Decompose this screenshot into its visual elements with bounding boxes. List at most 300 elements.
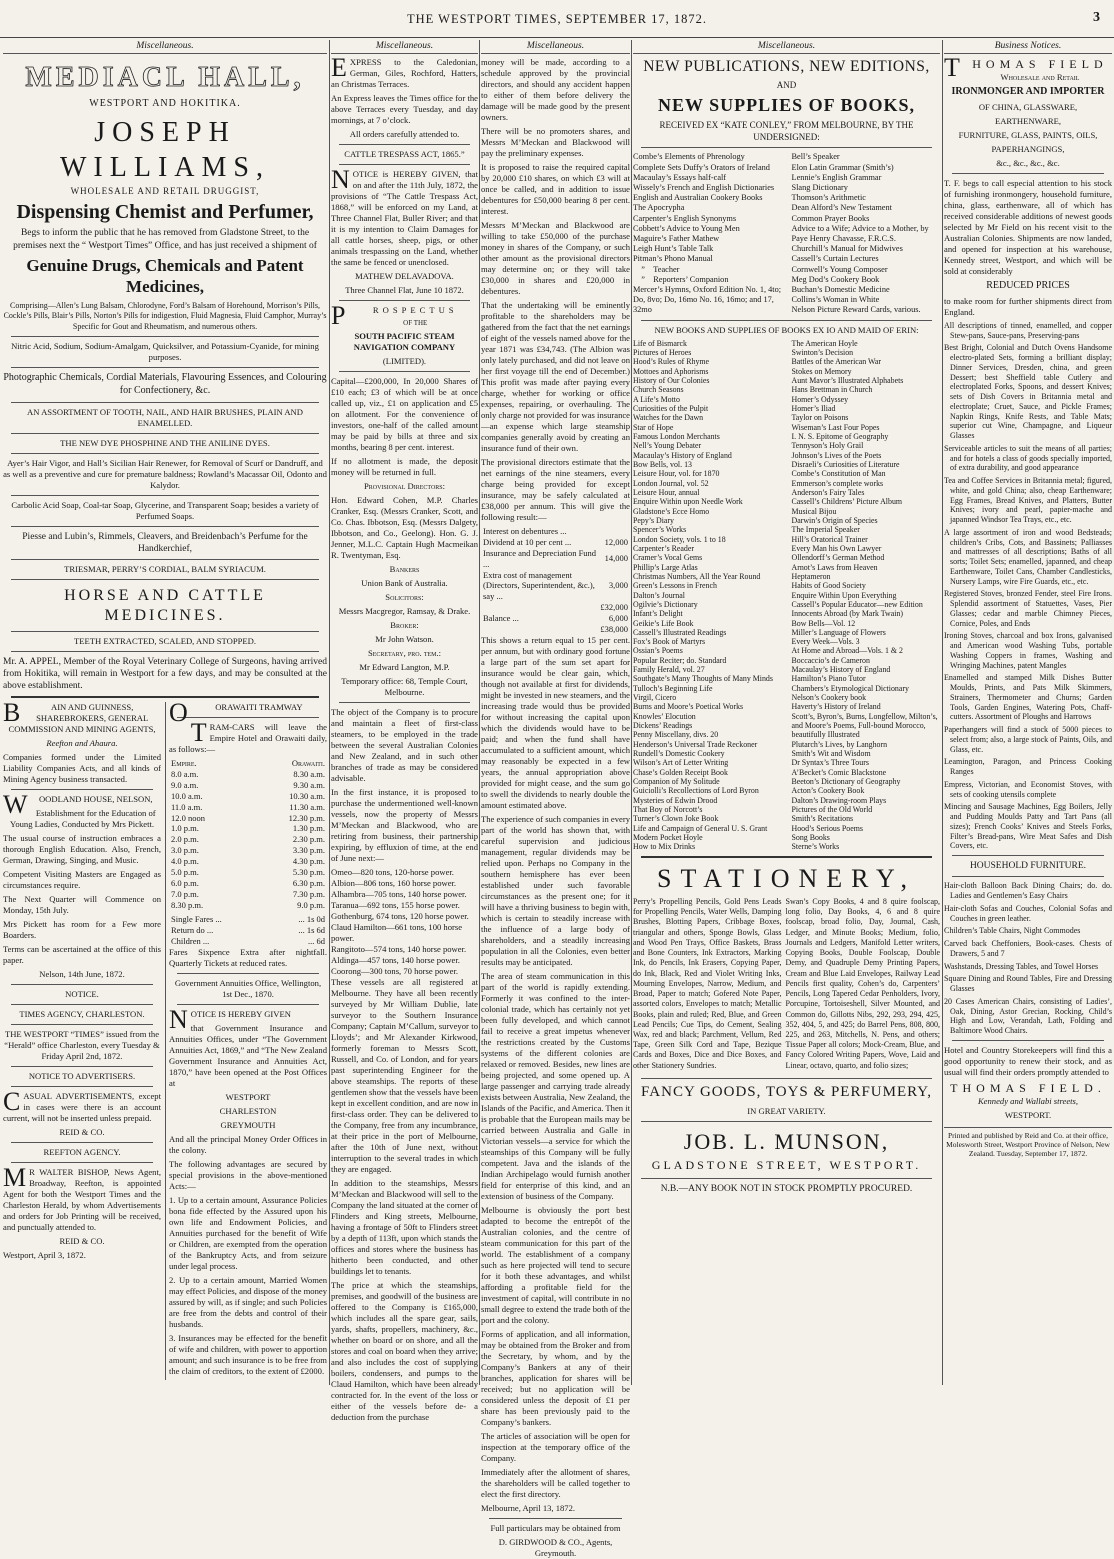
express-p3: All orders carefully attended to. xyxy=(349,129,460,139)
directors-heading: Provisional Directors: xyxy=(363,480,446,491)
book-item: A’Becket’s Comic Blackstone xyxy=(791,767,887,777)
book-item: Burns and Moore’s Poetical Works xyxy=(633,702,744,712)
finance-cell: Insurance and Depreciation Fund ... xyxy=(483,547,597,569)
book-item: Ollendorff’s German Method xyxy=(791,553,885,563)
tram-row xyxy=(169,889,327,900)
book-item: Pitman’s Phono Manual xyxy=(633,254,713,264)
book-item: Buchan’s Domestic Medicine xyxy=(791,285,890,295)
bain-body: Companies formed under the Limited Liability Companies Acts, and all kinds of Mining Agency business transacted. xyxy=(3,752,161,785)
hotel-text: Hotel and Country Storekeepers will find this a good opportunity to renew their stock, and as usual will find their orders promptly attended to xyxy=(944,1044,1112,1077)
vessel-item: Alhambra—705 tons, 140 horse power. xyxy=(331,888,467,899)
tram-time: 12.30 p.m. xyxy=(288,812,325,823)
girdwood: D. GIRDWOOD & CO., Agents, Greymouth. xyxy=(498,1536,613,1558)
new-publications-title: NEW PUBLICATIONS, NEW EDITIONS, xyxy=(643,58,930,75)
dispensing-title: Dispensing Chemist and Perfumer, xyxy=(16,200,314,223)
secretary: Mr Edward Langton, M.P. xyxy=(359,661,450,672)
piesse-text: Piesse and Lubin’s, Rimmels, Cleavers, and Breidenbach’s Perfume for the Handkerchief, xyxy=(22,531,308,554)
finance-row xyxy=(481,570,630,603)
brushes-text: AN ASSORTMENT OF TOOTH, NAIL, AND HAIR BRUSHES, PLAIN AND ENAMELLED. xyxy=(27,406,303,428)
book-item: Mercer’s Hymns, Oxford Edition No. 1, 4to; Do, 8vo; Do, 16mo No. 16, 16mo; and 17, 32mo xyxy=(633,285,782,315)
book-item: Green’s Lessons in French xyxy=(633,581,717,591)
book-item: Beeton’s Dictionary of Geography xyxy=(791,777,901,787)
tf-item: Empress, Victorian, and Economist Stoves, with sets of cooking utensils complete xyxy=(944,779,1112,799)
tf-sub: Wholesale and Retail xyxy=(1000,72,1080,83)
finance-cell: £38,000 xyxy=(600,623,628,634)
begs-text: Begs to inform the public that he has removed from Gladstone Street, to the premises next the “ Westport Times” Office, and has just received a shipment of xyxy=(13,228,317,251)
finance-table xyxy=(481,526,630,635)
book-item: Wiseman’s Last Four Popes xyxy=(791,422,880,432)
book-item: The American Hoyle xyxy=(791,338,858,348)
book-item: Modern Pocket Hoyle xyxy=(633,833,703,843)
column-rule xyxy=(631,40,632,1385)
cattle-sig: MATHEW DELAVADOVA. xyxy=(355,271,454,281)
column-4 xyxy=(633,40,940,1385)
tram-time: 11.30 a.m. xyxy=(289,801,325,812)
tram-time: 2.30 p.m. xyxy=(292,834,325,845)
book-item: Swinton’s Decision xyxy=(791,347,854,357)
finance-cell: 6,000 xyxy=(608,613,628,623)
book-item: Anderson’s Fairy Tales xyxy=(791,487,865,497)
book-item: Cassell’s Childrens’ Picture Album xyxy=(791,497,903,507)
tram-time: 5.0 p.m. xyxy=(171,866,199,877)
tf-item: Tea and Coffee Services in Britannia metal; figured, white, and gold China; also, cheap Earthenware; Egg Frames, Bread Knives, and Platters, Butter Knives; ivory and pearl, papier-mache and japanned Windsor Tea Trays, etc., etc. xyxy=(944,476,1112,525)
book-item: Macaulay’s Essays half-calf xyxy=(633,172,727,182)
book-item: Disraeli’s Curiosities of Literature xyxy=(791,459,900,469)
book-item: Macaulay’s History of England xyxy=(633,450,732,460)
bishop-body: M R WALTER BISHOP, News Agent, Broadway, Reefton, is appointed Agent for both the Westport Times and the Charleston Herald, by whom Advertisements and orders for Job Printing will be received, and punctually attended to. xyxy=(3,1163,161,1233)
photo-text: Photographic Chemicals, Cordial Materials, Flavouring Essences, and Colouring for Confectionery, &c. xyxy=(3,371,327,396)
book-item: Dalton’s Drawing-room Plays xyxy=(791,795,887,805)
book-item: Fox’s Book of Martyrs xyxy=(633,637,706,647)
full-particulars: Full particulars may be obtained from xyxy=(490,1522,621,1533)
book-item: Life of Bismarck xyxy=(633,338,687,348)
tram-time: 11.0 a.m. xyxy=(171,801,203,812)
tram-row xyxy=(169,845,327,856)
advertisers-body: CASUAL ADVERTISEMENTS, except in cases were there is an account current, will not be inserted unless prepaid. xyxy=(3,1087,161,1124)
book-item: Every Man his Own Lawyer xyxy=(791,543,882,553)
tram-row xyxy=(169,856,327,867)
column-header: Miscellaneous. xyxy=(481,40,630,54)
household-item: 20 Cases American Chairs, consisting of Ladies’, Oak, Dining, Astor Grecian, Rocking, Child’s High and Low, Verandah, Lath, Folding and Baltimore Wood Chairs. xyxy=(944,996,1112,1036)
tram-time: 6.0 p.m. xyxy=(171,877,199,888)
book-item: Family Herald, vol. 27 xyxy=(633,665,705,675)
book-item: Smith’s Recitations xyxy=(791,814,854,824)
book-item: Slang Dictionary xyxy=(791,183,848,193)
book-item: Ossian’s Poems xyxy=(633,646,683,656)
tram-row xyxy=(169,867,327,878)
tram-row xyxy=(169,813,327,824)
book-item: ” Teacher xyxy=(633,264,680,274)
druggist-sub: WHOLESALE AND RETAIL DRUGGIST, xyxy=(70,186,260,197)
page-number: 3 xyxy=(1093,10,1100,25)
reefton-heading: REEFTON AGENCY. xyxy=(43,1147,121,1158)
book-item: Hood’s Rules of Rhyme xyxy=(633,357,710,367)
book-item: Aunt Mavor’s Illustrated Alphabets xyxy=(791,375,904,385)
secretary-heading: Secretary, pro. tem.: xyxy=(367,647,442,658)
book-item: Sterne’s Works xyxy=(791,842,840,852)
tram-time: 9.0 p.m. xyxy=(297,899,325,910)
prospectus-p8: The experience of such companies in every part of the world has shown that, with careful supervision and judicious management, regular dividends may be relied upon. Perhaps no Company in the southern hemisphere has ever been established under such favorable circumstances as the present one; for it will have a thriving business to begin with, which is certain to steadily increase with the influence of a large body of shareholders, and a steadily increasing population in all the Colonies, even better results may be anticipated. xyxy=(481,813,630,967)
column-2 xyxy=(331,40,479,1422)
book-item: Penny Miscellany, divs. 20 xyxy=(633,730,719,740)
np2-heading: NEW BOOKS AND SUPPLIES OF BOOKS EX IO AND MAID OF ERIN: xyxy=(654,324,919,335)
solicitors: Messrs Macgregor, Ramsay, & Drake. xyxy=(338,605,471,616)
nb-text: N.B.—ANY BOOK NOT IN STOCK PROMPTLY PROCURED. xyxy=(660,1183,913,1194)
tf-etc: &c., &c., &c., &c. xyxy=(996,158,1060,169)
tf-town: WESTPORT. xyxy=(1004,1110,1052,1121)
column-rule xyxy=(942,40,943,1385)
vessel-item: Aldinga—457 tons, 140 horse power. xyxy=(331,954,460,965)
prospectus-p5: That the undertaking will be eminently profitable to the shareholders may be gathered from the fact that the net earnings of eight of the vessels named above for the year 1871 was £34,743. (The Albion was only lately purchased, and did not leave on her first voyage till the end of December.) This profit was made after paying every charge, whether for working or office expenses, repairing, or overhauling. The only charge not provided for was insurance—an expense which large steamship companies generally avoid by creating an insurance fund of their own. xyxy=(481,300,630,453)
finance-cell: 14,000 xyxy=(604,553,628,564)
prospectus-heading: P ROSPECTUS xyxy=(331,301,458,330)
book-item: Elon Latin Grammar (Smith’s) xyxy=(791,162,894,172)
column-header: Miscellaneous. xyxy=(3,40,327,54)
prospectus-p10: Melbourne is obviously the port best adapted to become the entrepôt of the Australian colonies, and the centre of steam communication for this part of the world. The establishment of a company such as here projected will tend to secure for it both these advantages, and whilst affording a profitable field for the investment of capital, will contribute in no small degree to extend the trade both of the port and the colony. xyxy=(481,1204,630,1325)
finance-row xyxy=(481,613,630,624)
westport-times-line: THE WESTPORT “TIMES” issued from the “Herald” office Charleston, every Tuesday & Friday April 2nd, 1872. xyxy=(4,1029,160,1062)
vessel-item: Coorong—300 tons, 70 horse power. xyxy=(331,965,458,976)
book-item: Geikie’s Life Book xyxy=(633,618,694,628)
book-item: Complete Sets Duffy’s Orators of Ireland xyxy=(633,162,770,172)
book-item: Leigh Hunt’s Table Talk xyxy=(633,244,714,254)
household-item: Washstands, Dressing Tables, and Towel Horses xyxy=(944,961,1099,971)
tf-earthenware: EARTHENWARE, xyxy=(994,116,1062,127)
triesmar-text: TRIESMAR, PERRY’S CORDIAL, BALM SYRIACUM. xyxy=(64,563,266,574)
vessel-list xyxy=(331,867,478,977)
tf-item: A large assortment of iron and wood Bedsteads; children’s Cribs, Cots, and Bassinets; Palliasses and mattresses of all descriptions; Baths of all sorts; Toilet Sets; enamelled, japanned, and cheap Earthenware, Toilet Cans, Chamber Candlesticks, Nursery Lamps, wire Fire Guards, etc., etc. xyxy=(944,527,1112,586)
solicitors-heading: Solicitors: xyxy=(385,591,424,602)
prospectus-p6: The provisional directors estimate that the net earnings of the nine steamers, every charge being provided for except insurance, may be safely calculated at £38,000 per annum. This will give the following result:— xyxy=(481,457,630,522)
book-item: Wissely’s French and English Dictionaries xyxy=(633,183,775,193)
tram-col-header: Empire. xyxy=(171,758,197,769)
woodland-body: Establishment for the Education of Young Ladies, Conducted by Mrs Pickett. xyxy=(9,808,156,830)
book-item: Dr Syntax’s Three Tours xyxy=(791,758,869,768)
teeth-text: TEETH EXTRACTED, SCALED, AND STOPPED. xyxy=(74,635,256,646)
book-item: Heptameron xyxy=(791,571,831,581)
vessel-item: Albion—806 tons, 160 horse power. xyxy=(331,877,457,888)
tf-item: Leamington, Paragon, and Princess Cooking Ranges xyxy=(944,757,1112,777)
woodland-p4: The Next Quarter will Commence on Monday, 15th July. xyxy=(3,894,161,916)
tram-time: 7.30 p.m. xyxy=(292,888,325,899)
book-item: Song Books xyxy=(791,833,830,843)
book-item: Darwin’s Origin of Species xyxy=(791,515,878,525)
instance-text: In the first instance, it is proposed to purchase the undermentioned well-known vessels, now the property of Messrs M’Meckan and Blackwood, who are retiring from business, their partnership expiring, by effluxion of time, at the end of June next:— xyxy=(331,786,478,863)
book-item: Henderson’s Universal Trade Reckoner xyxy=(633,739,758,749)
tf-ironmonger: IRONMONGER AND IMPORTER xyxy=(951,86,1105,98)
reduced-prices: REDUCED PRICES xyxy=(986,280,1070,292)
book-item: Bow Bells—Vol. 12 xyxy=(791,618,856,628)
masthead xyxy=(0,0,1114,38)
column-1 xyxy=(3,40,327,1385)
book-item: Tennyson’s Holy Grail xyxy=(791,441,864,451)
directors-list: Hon. Edward Cohen, M.P. Charles Cranker, Esq. (Messrs Cranker, Scott, and Co. Chas. Ibbotson, Esq. (Messrs Dalgety, Ibbotson, and Co., Geelong). Hon. G. J. Jenner, M.L.C. Captain Hugh Macmeikan R. Twentyman, Esq. xyxy=(331,494,478,560)
ayer-text: Ayer’s Hair Vigor, and Hall’s Sicilian Hair Renewer, for Removal of Scurf or Dandruff, and as well as a preventive and cure for premature baldness; Rowland’s Macassar Oil, Odonto and Kalydor. xyxy=(3,457,327,490)
book-item: Nelson Picture Reward Cards, various. xyxy=(791,305,921,315)
household-item: Hair-cloth Sofas and Couches, Colonial Sofas and Couches in green leather. xyxy=(944,903,1112,923)
book-item: Innocents Abroad (by Mark Twain) xyxy=(791,609,903,619)
tf-address: Kennedy and Wallabi streets, xyxy=(977,1096,1079,1107)
gov-item: 2. Up to a certain amount, Married Women may effect Policies, and dispose of the money assured by will, as if single; and such Policies are free from the debts and control of their husbands. xyxy=(169,1275,327,1330)
tram-time: 12.0 noon xyxy=(171,812,205,823)
tramway-title: O ORAWAITI TRAMWAY xyxy=(169,698,303,728)
book-item: London Society, vols. 1 to 18 xyxy=(633,534,726,544)
book-item: Gladstone’s Ecce Homo xyxy=(633,506,710,516)
prospectus-limited: (LIMITED). xyxy=(382,355,427,366)
book-item: Carpenter’s English Synonyms xyxy=(633,213,737,223)
finance-cell: Interest on debentures ... xyxy=(483,526,567,536)
book-item: That Boy of Norcott’s xyxy=(633,805,703,815)
book-item: Star of Hope xyxy=(633,422,674,432)
book-item: Knowles’ Elocution xyxy=(633,711,696,721)
bishop-date: Westport, April 3, 1872. xyxy=(3,1250,86,1261)
tram-time: 1.30 p.m. xyxy=(292,823,325,834)
fare-row xyxy=(169,936,327,947)
vessel-item: Rangitoto—574 tons, 140 horse power. xyxy=(331,943,467,954)
tram-row xyxy=(169,802,327,813)
fare-cell: ... 6d xyxy=(308,936,325,947)
book-item: Mottoes and Aphorisms xyxy=(633,366,709,376)
book-item: Miller’s Language of Flowers xyxy=(791,627,886,637)
fare-cell: Single Fares ... xyxy=(171,914,222,925)
allotment-text: If no allotment is made, the deposit money will be returned in full. xyxy=(331,455,478,477)
book-item: Johnson’s Lives of the Poets xyxy=(791,450,882,460)
book-item: Dickens’ Readings xyxy=(633,721,693,731)
new-supplies-title: NEW SUPPLIES OF BOOKS, xyxy=(657,95,916,116)
book-item: Pictures of the Old World xyxy=(791,805,873,815)
book-item: Leisure Hour, annual xyxy=(633,487,700,497)
received-text: RECEIVED EX “KATE CONLEY,” FROM MELBOURNE, BY THE UNDERSIGNED: xyxy=(659,120,914,142)
column-rule xyxy=(329,40,330,1385)
book-item: Christmas Numbers, All the Year Round xyxy=(633,571,761,581)
household-item: Children’s Table Chairs, Night Commodes xyxy=(944,926,1081,936)
book-item: Life and Campaign of General U. S. Grant xyxy=(633,823,768,833)
book-item: Every Week—Vols. 3 xyxy=(791,637,860,647)
tram-time: 10.30 a.m. xyxy=(289,790,325,801)
book-item: Cassell’s Popular Educator—new Edition xyxy=(791,599,923,609)
book-item: Curiosities of the Pulpit xyxy=(633,403,709,413)
book-item: Mysteries of Edwin Drood xyxy=(633,795,718,805)
gov-p2: And all the principal Money Order Offices in the colony. xyxy=(169,1134,327,1156)
book-item: I. N. S. Epitome of Geography xyxy=(791,431,889,441)
dye-text: THE NEW DYE PHOSPHINE AND THE ANILINE DYES. xyxy=(60,437,270,448)
woodland-p2: The usual course of instruction embraces a thorough English Education. Also, French, German, Drawing, Singing, and Music. xyxy=(3,833,161,866)
vessels-p: These vessels are all registered at Melbourne. They have all been recently surveyed by Mr William Dublie, late surveyor to the Southern Insurance Company; Captain M’Callum, surveyor to Lloyds’; and Mr Alexander Kirkwood, formerly foreman to Messrs Scott, Russell, and Co. of London, and for years past superintending Engineer for the above steamships. The reports of these gentlemen show that the vessels have been kept in excellent condition, and are now in first-class order. They can be delivered to the Company, free from any incumbrance, at their price in the port of Melbourne, after the 10th of June next, without interruption to the several trades in which they are engaged. xyxy=(331,976,479,1174)
times-agency-heading: TIMES AGENCY, CHARLESTON. xyxy=(19,1009,145,1020)
tf-item: Ironing Stoves, charcoal and box Irons, galvanised and American wood Washing Tubs, portable Washing Coppers in frames, Washing and Wringing Machines, patent Mangles xyxy=(944,631,1112,670)
finance-cell: £32,000 xyxy=(600,602,628,613)
finance-row xyxy=(481,526,630,537)
book-item: Church Seasons xyxy=(633,385,684,395)
nitric-text: Nitric Acid, Sodium, Sodium-Amalgam, Quicksilver, and Potassium-Cyanide, for mining purposes. xyxy=(11,340,319,362)
vessels-p2: In addition to the steamships, Messrs M’Meckan and Blackwood will sell to the Company the land situated at the corner of Flinders and King streets, Melbourne, having a frontage of 50ft to Flinders street by a depth of 113ft, upon which stands the offices and stores where the business has hitherto been conducted, and other buildings let to tenants. xyxy=(331,1177,478,1276)
tram-time: 5.30 p.m. xyxy=(292,866,325,877)
prospectus-p13: Immediately after the allotment of shares, the shareholders will be called together to elect the first directory. xyxy=(481,1466,630,1499)
book-item: Wilson’s Art of Letter Writing xyxy=(633,758,729,768)
gladstone-street: GLADSTONE STREET, WESTPORT. xyxy=(651,1158,922,1173)
tram-row xyxy=(169,900,327,911)
book-item: London Journal, vol. 52 xyxy=(633,478,709,488)
tram-time: 4.0 p.m. xyxy=(171,856,199,867)
book-item: How to Mix Drinks xyxy=(633,842,696,852)
vessel-item: Claud Hamilton—661 tons, 100 horse power. xyxy=(331,921,463,943)
variety-text: IN GREAT VARIETY. xyxy=(747,1106,826,1117)
book-item: Acton’s Cookery Book xyxy=(791,786,865,796)
book-item: Dean Alford’s New Testament xyxy=(791,203,892,213)
vessel-item: Taranua—692 tons, 155 horse power. xyxy=(331,899,460,910)
woodland-date: Nelson, 14th June, 1872. xyxy=(39,969,125,980)
book-item: Southgate’s Many Thoughts of Many Minds xyxy=(633,674,773,684)
tram-time: 7.0 p.m. xyxy=(171,888,199,899)
tf-item: Enamelled and stamped Milk Dishes Butter Moulds, Prints, and Pats Milk Skimmers, Strainers, Thermometer and Churns; Garden Tools, Garden Engines, Watering Pots, Chaff-cutters. Assortment of Ploughs and Harrows xyxy=(944,673,1112,722)
tram-row xyxy=(169,791,327,802)
book-item: Popular Reciter; do. Standard xyxy=(633,655,727,665)
appel-text: Mr. A. APPEL, Member of the Royal Veterinary College of Surgeons, having arrived from Hokitika, will remain in Westport for a few days, and may be consulted at the above establishment. xyxy=(3,656,327,692)
book-item: Maguire’s Father Mathew xyxy=(633,234,720,244)
woodland-p6: Terms can be ascertained at the office of this paper. xyxy=(3,944,161,966)
col1-lower-left xyxy=(3,698,161,1380)
book-item: Enquire Within Upon Everything xyxy=(791,590,897,600)
woodland-p3: Competent Visiting Masters are Engaged as circumstances require. xyxy=(3,869,161,891)
tf-items xyxy=(944,321,1112,851)
book-item: Habits of Good Society xyxy=(791,581,866,591)
finance-cell xyxy=(481,602,598,613)
book-item: Chambers’s Etymological Dictionary xyxy=(791,683,909,693)
finance-row xyxy=(481,624,630,635)
tram-time: 1.0 p.m. xyxy=(171,823,199,834)
book-item: Hamilton’s Piano Tutor xyxy=(791,674,866,684)
stationery-lists xyxy=(633,897,940,1074)
tram-time: 4.30 p.m. xyxy=(292,856,325,867)
book-item: Bell’s Speaker xyxy=(791,152,840,162)
book-item: Nelson’s Cookery book xyxy=(791,693,867,703)
vessel-item: Gothenburg, 674 tons, 120 horse power. xyxy=(331,910,469,921)
prospectus-p3: It is proposed to raise the required capital by 20,000 £10 shares, on which £3 will at once be called, and in addition to issue debentures for £50,000 bearing 8 per cent. interest. xyxy=(481,162,630,216)
column-rule xyxy=(479,40,480,1385)
gov-item: 1. Up to a certain amount, Assurance Policies bona fide effected by the Assured upon his own life and Endowment Policies, and Annuities purchased for the benefit of Wife or Children, are exempted from the operation of the Bankruptcy Acts, and from seizure under legal process. xyxy=(169,1195,327,1272)
book-item: Churchill’s Manual for Midwives xyxy=(791,244,903,254)
prospectus-company: SOUTH PACIFIC STEAM NAVIGATION COMPANY xyxy=(353,330,456,352)
book-item: Carpenter’s Reader xyxy=(633,543,694,553)
vessels-p3: The price at which the steamships, premises, and goodwill of the business are offered to the Company is £165,000, which includes all the spare gear, sails, yards, shafts, propellers, machinery, &c., whether on board or on shore, and all the stores and coal on board when they arrive; and also includes the cost of supplying boilers, condensers, and pumps to the Claud Hamilton, which have been already contracted for. In the event of the loss or either of the vessels before de- a deduction from the purchase xyxy=(331,1279,478,1422)
tram-col-header: Orawaiti. xyxy=(291,758,325,769)
fares-table xyxy=(169,914,327,947)
column-3 xyxy=(481,40,630,1558)
gov-heading: NOTICE IS HEREBY GIVEN xyxy=(169,1005,291,1035)
book-item: Homer’s Odyssey xyxy=(791,394,849,404)
book-item: Taylor on Poisons xyxy=(791,413,849,423)
notice-heading: NOTICE. xyxy=(65,989,99,1000)
bain-location: Reefton and Ahaura. xyxy=(46,738,118,749)
comprising-text: Comprising—Allen’s Lung Balsam, Chlorodyne, Ford’s Balsam of Horehound, Morrison’s Pills, Cockle’s Pills, Blair’s Pills, Norton’s Pills for indigestion, Fluid Magnesia, Fluid Camphor, Murray’s Specific for Gout and Rheumatism, and numerous others. xyxy=(3,301,327,331)
book-item: Phillip’s Large Atlas xyxy=(633,562,698,572)
fare-cell: Return do ... xyxy=(171,925,214,936)
tf-of: OF CHINA, GLASSWARE, xyxy=(978,102,1078,113)
tram-time: 6.30 p.m. xyxy=(292,877,325,888)
book-list-2 xyxy=(633,339,940,852)
book-item: Companion of My Solitude xyxy=(633,777,720,787)
tram-time: 2.0 p.m. xyxy=(171,834,199,845)
column-5 xyxy=(944,40,1112,1385)
temp-office: Temporary office: 68, Temple Court, Melbourne. xyxy=(341,675,468,697)
express-text: EXPRESS to the Caledonian, German, Giles, Rochford, Hatters, an Christmas Terraces. xyxy=(331,53,478,89)
book-item: The Imperial Speaker xyxy=(791,525,860,535)
bankers-heading: Bankers xyxy=(389,563,420,574)
book-item: Leisure Hour, vol. for 1870 xyxy=(633,469,720,479)
tram-time: 9.0 a.m. xyxy=(171,779,199,790)
book-item: Common Prayer Books xyxy=(791,213,870,223)
fare-cell: ... 1s 0d xyxy=(298,914,325,925)
munson-title: JOB. L. MUNSON, xyxy=(683,1129,890,1155)
woodland-title: W OODLAND HOUSE, NELSON, xyxy=(3,790,153,820)
thomas-field-title: THOMAS FIELD xyxy=(944,53,1108,82)
gov-p3: The following advantages are secured by special provisions in the above-mentioned Acts:— xyxy=(169,1159,327,1192)
household-item: Carved back Cheffoniers, Book-cases. Chests of Drawers, 5 and 7 xyxy=(944,939,1112,958)
gov-body: that Government Insurance and Annuities Offices, under “The Government Annuities Act, 1869,” and “The New Zealand Government Insurance and Annuities Act, 1870,” have been opened at the Post Offices at xyxy=(169,1023,327,1089)
book-item: Cramer’s Vocal Gems xyxy=(633,553,703,563)
tf-furniture: FURNITURE, GLASS, PAINTS, OILS, xyxy=(958,130,1098,141)
tram-time: 10.0 a.m. xyxy=(171,790,203,801)
book-item: Cassell’s Curtain Lectures xyxy=(791,254,879,264)
household-item: Square Dining and Round Tables, Fire and Dressing Glasses xyxy=(944,974,1112,994)
broker-heading: Broker: xyxy=(390,619,419,630)
tf-item: Paperhangers will find a stock of 5000 pieces to select from; also, a large stock of Paints, Oils, and Glass, etc. xyxy=(944,725,1112,754)
woodland-p5: Mrs Pickett has room for a Few more Boarders. xyxy=(3,919,161,941)
book-item: History of Our Colonies xyxy=(633,375,710,385)
vessel-item: Omeo—820 tons, 120-horse power. xyxy=(331,866,454,877)
mediacl-hall-title: MEDIACL HALL, xyxy=(25,62,305,93)
tram-time: 9.30 a.m. xyxy=(293,779,325,790)
book-item: Thomson’s Arithmetic xyxy=(791,193,866,203)
broker: Mr John Watson. xyxy=(375,633,434,644)
book-item: Pictures of Heroes xyxy=(633,347,692,357)
prospectus-p11: Forms of application, and all information, may be obtained from the Broker and from the Secretary, by whom, and by the Company’s Bankers at any of their branches, application for shares will be received; but no application will be considered unless the deposit of £1 per share has been previously paid to the Company’s bankers. xyxy=(481,1328,630,1427)
book-item: Rundell’s Domestic Cookery xyxy=(633,749,725,759)
book-item: Spencer’s Works xyxy=(633,525,687,535)
book-item: Homer’s Iliad xyxy=(791,403,836,413)
col1-lower xyxy=(3,698,327,1380)
prospectus-p7: This shows a return equal to 15 per cent. per annum, but with ordinary good fortune a large part of the sum set apart for insurance would be clear gain, which, though not available at first for dividends, might be invested in new steamers, and the increasing trade would thus be provided for without increasing the capital upon which the dividends would have to be paid; and when the fund shall have accumulated to a sufficient amount, which may reasonably be expected in a few years, the annual appropriation above provided for might cease, and the sum go to swell the dividends to nearly double the amount estimated above. xyxy=(481,634,630,810)
gov-item: 3. Insurances may be effected for the benefit of wife and children, with power to apportion amount; and such insurance is to be free from the claim of creditors, to the extent of £2000. xyxy=(169,1333,327,1377)
household-heading: HOUSEHOLD FURNITURE. xyxy=(969,861,1087,872)
book-item: Stokes on Memory xyxy=(791,366,852,376)
bishop-sig: REID & CO. xyxy=(59,1236,105,1247)
cattle-heading: CATTLE TRESPASS ACT, 1865.” xyxy=(344,149,465,159)
prospectus-p9: The area of steam communication in this part of the world is rapidly extending. Formerly it was confined to the inter-colonial trade, which has certainly not yet been fully developed, and which cannot fail to receive a great impetus whenever the restrictions created by the Customs systems of the different colonies are relaxed or removed. Besides, new lines are being projected, and some opened up. A large passenger and carrying trade already exists between Australia, New Zealand, the Islands of the Pacific, and America. Then it is probable that the European mails may be carried between Australia and Galle in Victorian vessels—a service for which the steamships of this Company will be fully competent. Java and the islands of the Indian Archipelago would furnish another field for enterprise of this kind, and an extension of business of the Company. xyxy=(481,970,630,1201)
book-item: At Home and Abroad—Vols. 1 & 2 xyxy=(791,646,903,656)
book-item: Macaulay’s History of England xyxy=(791,665,891,675)
tram-row xyxy=(169,769,327,780)
gov-office: Government Annuities Office, Wellington, 1st Dec., 1870. xyxy=(174,978,322,1000)
tram-row xyxy=(169,823,327,834)
column-header: Miscellaneous. xyxy=(331,40,478,54)
masthead-title: THE WESTPORT TIMES, SEPTEMBER 17, 1872. xyxy=(406,12,708,26)
book-item: English and Australian Cookery Books xyxy=(633,193,763,203)
advertisers-heading: NOTICE TO ADVERTISERS. xyxy=(28,1071,136,1082)
tf-item: Registered Stoves, bronzed Fender, steel Fire Irons. Splendid assortment of Statuettes, Vases, Pier Glasses; cedar and marble Chimney Pieces, Cornice, Poles, and Ends xyxy=(944,589,1112,628)
book-item: Musical Bijou xyxy=(791,506,837,516)
finance-cell: Balance ... xyxy=(483,613,519,623)
book-item: Virgil, Cicero xyxy=(633,693,677,703)
tf-p2: to make room for further shipments direct from England. xyxy=(944,295,1112,317)
book-item: Chase’s Golden Receipt Book xyxy=(633,767,728,777)
fancy-goods-title: FANCY GOODS, TOYS & PERFUMERY, xyxy=(641,1083,932,1100)
fare-cell: Children ... xyxy=(171,936,210,947)
book-item: Tulloch’s Beginning Life xyxy=(633,683,713,693)
fares-note: Fares Sixpence Extra after nightfall. Quarterly Tickets at reduced rates. xyxy=(169,947,327,969)
tram-time: 3.30 p.m. xyxy=(292,845,325,856)
tf-p1: T. F. begs to call especial attention to his stock of furnishing ironmongery, household furniture, china, glass, earthenware, all of which has received considerable additions of newest goods selected by Mr Field on his recent visit to the Australian Colonies. Shipments are now landed, and opened for inspection at his warehouse, Kennedy street, Westport, and which will be sold at considerably xyxy=(944,178,1112,277)
